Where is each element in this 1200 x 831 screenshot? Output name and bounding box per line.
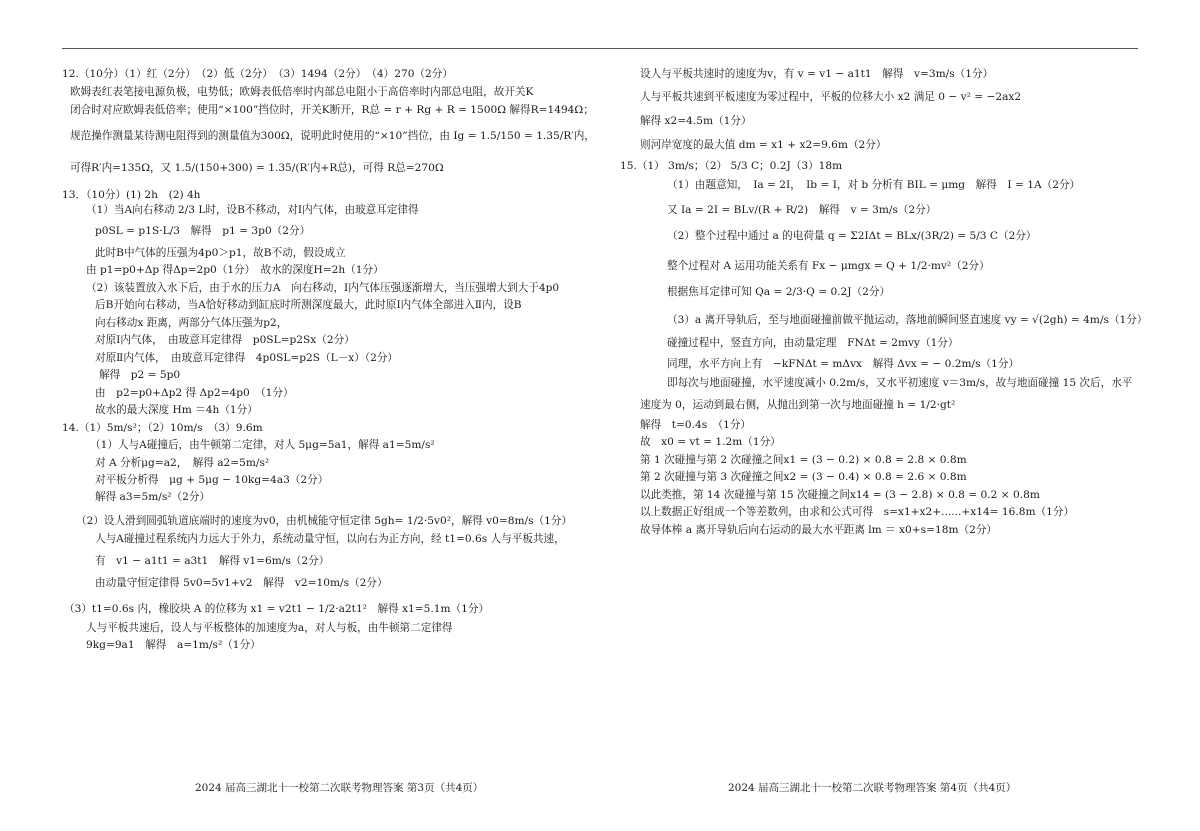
text-line: 对原Ⅰ内气体， 由玻意耳定律得 p0SL=p2Sx（2分） <box>95 334 355 346</box>
text-line: 以此类推，第 14 次碰撞与第 15 次碰撞之间x14 = (3 − 2.8) × 0.8 = 0.2 × 0.8m <box>640 489 1040 501</box>
text-line: 闭合时对应欧姆表低倍率；使用“×100”挡位时，开关K断开，R总 = r + Rg + R = 1500Ω 解得R=1494Ω； <box>70 104 594 116</box>
text-line: 设人与平板共速时的速度为v，有 v = v1 − a1t1 解得 v=3m/s（1分） <box>640 68 994 80</box>
text-line: 对平板分析得 μg + 5μg − 10kg=4a3（2分） <box>95 474 329 486</box>
page-3-column <box>62 68 607 651</box>
text-line: 后B开始向右移动，当A恰好移动到缸底时所测深度最大，此时原Ⅰ内气体全部进入Ⅱ内，设B <box>95 299 522 311</box>
text-line: （1）由题意知， Ia = 2I， Ib = I，对 b 分析有 BIL = μmg 解得 I = 1A（2分） <box>667 179 1081 191</box>
text-line: 规范操作测量某待测电阻得到的测量值为300Ω，说明此时使用的“×10”挡位，由 Ig = 1.5/150 = 1.35/R′内， <box>70 130 595 142</box>
text-line: 第 1 次碰撞与第 2 次碰撞之间x1 = (3 − 0.2) × 0.8 = 2.8 × 0.8m <box>640 454 967 466</box>
text-line: 同理，水平方向上有 −kFNΔt = mΔvx 解得 Δvx = − 0.2m/s（1分） <box>667 358 1020 370</box>
text-line: 对原Ⅱ内气体， 由玻意耳定律得 4p0SL=p2S（L－x）（2分） <box>95 352 399 364</box>
text-line: 欧姆表红表笔接电源负极，电势低；欧姆表低倍率时内部总电阻小于高倍率时内部总电阻，故开关K <box>70 86 534 98</box>
text-line: 12.（10分）（1）红（2分） （2）低（2分） （3）1494（2分） （4）270（2分） <box>62 68 453 80</box>
text-line: 故 x0 = vt = 1.2m（1分） <box>640 436 781 448</box>
text-line: 又 Ia = 2I = BLv/(R + R/2) 解得 v = 3m/s（2分） <box>667 204 937 216</box>
page-4-column <box>620 68 1160 536</box>
text-line: 有 v1 − a1t1 = a3t1 解得 v1=6m/s（2分） <box>95 555 330 567</box>
text-line: 人与平板共速到平板速度为零过程中，平板的位移大小 x2 满足 0 − v² = −2ax2 <box>640 91 1022 103</box>
text-line: 人与平板共速后，设人与平板整体的加速度为a，对人与板，由牛顿第二定律得 <box>86 622 453 634</box>
text-line: 则河岸宽度的最大值 dm = x1 + x2=9.6m（2分） <box>640 139 887 151</box>
text-line: 解得 p2 = 5p0 <box>99 369 181 381</box>
page-footer-4: 2024 届高三湖北十一校第二次联考物理答案 第4页（共4页） <box>728 782 1017 794</box>
text-line: 向右移动x 距离，两部分气体压强为p2， <box>95 317 288 329</box>
header-rule <box>62 48 1138 49</box>
page-footer-3: 2024 届高三湖北十一校第二次联考物理答案 第3页（共4页） <box>195 782 484 794</box>
text-line: 此时B中气体的压强为4p0＞p1，故B不动，假设成立 <box>95 247 346 259</box>
text-line: （3）a 离开导轨后，至与地面碰撞前做平抛运动，落地前瞬间竖直速度 vy = √(2gh) = 4m/s（1分） <box>667 314 1148 326</box>
text-line: 解得 t=0.4s （1分） <box>640 419 752 431</box>
text-line: 对 A 分析μg=a2， 解得 a2=5m/s² <box>95 457 270 469</box>
text-line: p0SL = p1S·L/3 解得 p1 = 3p0（2分） <box>95 225 311 237</box>
text-line: 碰撞过程中，竖直方向，由动量定理 FNΔt = 2mvy（1分） <box>667 337 959 349</box>
text-line: 由动量守恒定律得 5v0=5v1+v2 解得 v2=10m/s（2分） <box>95 577 388 589</box>
text-line: 根据焦耳定律可知 Qa = 2/3·Q = 0.2J（2分） <box>667 286 891 298</box>
text-line: （2）整个过程中通过 a 的电荷量 q = Σ2IΔt = BLx/(3R/2) = 5/3 C（2分） <box>667 230 1037 242</box>
text-line: 故水的最大深度 Hm ＝4h（1分） <box>95 404 258 416</box>
text-line: 可得R′内=135Ω，又 1.5/(150+300) = 1.35/(R′内+R总)，可得 R总=270Ω <box>70 162 444 174</box>
text-line: 整个过程对 A 运用功能关系有 Fx − μmgx = Q + 1/2·mv²（2分） <box>667 260 990 272</box>
text-line: 由 p1=p0+Δp 得Δp=2p0（1分） 故水的深度H=2h（1分） <box>86 264 384 276</box>
text-line: 由 p2=p0+Δp2 得 Δp2=4p0 （1分） <box>95 387 294 399</box>
text-line: 人与A碰撞过程系统内力远大于外力，系统动量守恒，以向右为正方向，经 t1=0.6s 人与平板共速， <box>95 533 565 545</box>
text-line: 速度为 0，运动到最右侧，从抛出到第一次与地面碰撞 h = 1/2·gt² <box>640 399 956 411</box>
text-line: （2）该装置放入水下后，由于水的压力A 向右移动，Ⅰ内气体压强逐渐增大，当压强增大到大于4p0 <box>86 282 560 294</box>
text-line: （3）t1=0.6s 内，橡胶块 A 的位移为 x1 = v2t1 − 1/2·a2t1² 解得 x1=5.1m（1分） <box>64 603 490 615</box>
text-line: 15.（1） 3m/s；（2） 5/3 C；0.2J（3）18m <box>620 160 843 172</box>
text-line: 解得 a3=5m/s²（2分） <box>95 491 211 503</box>
text-line: （1）人与A碰撞后，由牛顿第二定律，对人 5μg=5a1，解得 a1=5m/s² <box>90 439 435 451</box>
text-line: 9kg=9a1 解得 a=1m/s²（1分） <box>86 639 261 651</box>
text-line: （2）设人滑到圆弧轨道底端时的速度为v0，由机械能守恒定律 5gh= 1/2·5v0²，解得 v0=8m/s（1分） <box>76 515 573 527</box>
text-line: 故导体棒 a 离开导轨后向右运动的最大水平距离 lm ＝ x0+s=18m（2分） <box>640 524 998 536</box>
text-line: 即每次与地面碰撞，水平速度减小 0.2m/s，又水平初速度 v＝3m/s，故与地面碰撞 15 次后，水平 <box>667 377 1133 389</box>
text-line: 13．（10分）(1) 2h (2) 4h <box>62 189 201 201</box>
text-line: 14.（1）5m/s²；（2）10m/s （3）9.6m <box>62 422 263 434</box>
text-line: 第 2 次碰撞与第 3 次碰撞之间x2 = (3 − 0.4) × 0.8 = 2.6 × 0.8m <box>640 471 967 483</box>
text-line: 以上数据正好组成一个等差数列，由求和公式可得 s=x1+x2+......+x14= 16.8m（1分） <box>640 506 1075 518</box>
text-line: 解得 x2=4.5m（1分） <box>640 115 752 127</box>
text-line: （1）当A向右移动 2/3 L时，设B不移动，对Ⅰ内气体，由玻意耳定律得 <box>86 204 419 216</box>
